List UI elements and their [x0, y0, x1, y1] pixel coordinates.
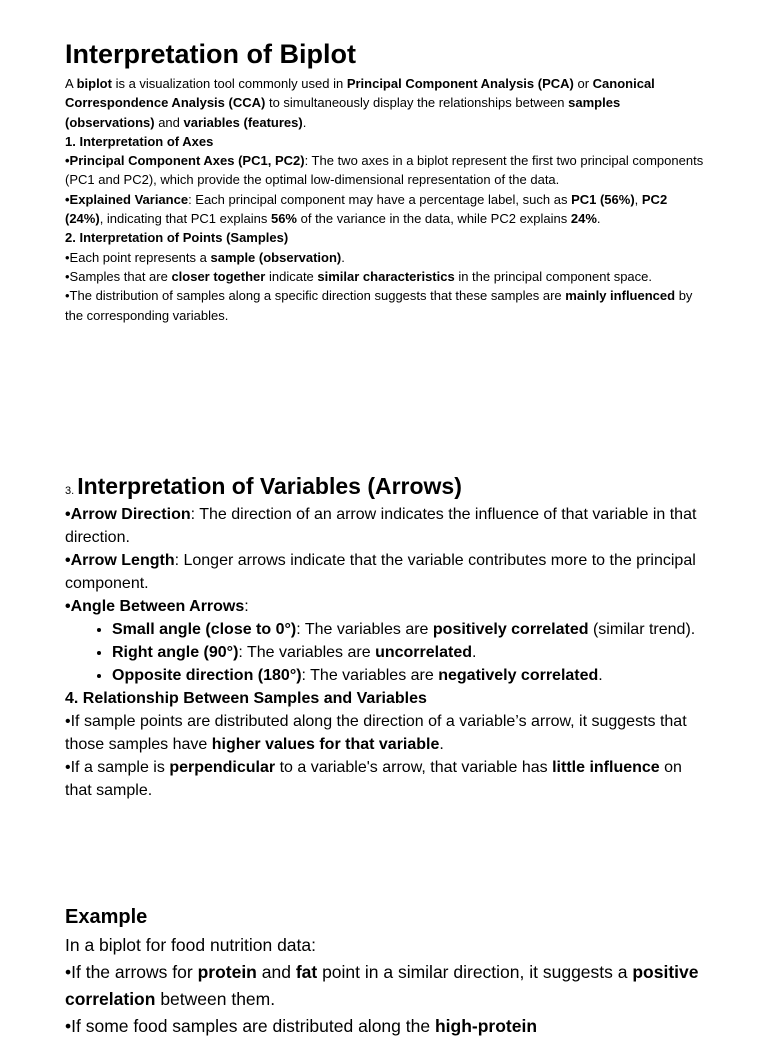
- section-3-4-block: [65, 503, 705, 802]
- section-1-bullet-axes: •Principal Component Axes (PC1, PC2): The two axes in a biplot represent the first two principal components (PC1 and PC2), which provide the optimal low-dimensional representation of the data.: [65, 153, 704, 188]
- intro-bold: Principal Component Analysis (PCA): [346, 76, 574, 91]
- example-heading: Example: [65, 906, 148, 928]
- intro-paragraph: [65, 74, 705, 132]
- section-1-heading: 1. Interpretation of Axes: [65, 133, 214, 149]
- section-4-bullet-2: •If a sample is perpendicular to a variable's arrow, that variable has little influence on that sample.: [65, 759, 682, 799]
- intro-text: or: [573, 76, 593, 91]
- example-bullet-1: •If the arrows for protein and fat point in a similar direction, it suggests a positive correlation between them.: [65, 962, 699, 1009]
- example-block: [65, 902, 705, 1040]
- section-3-number: 3.: [65, 485, 75, 497]
- intro-text: .: [302, 114, 307, 130]
- example-bullet-2: •If some food samples are distributed along the high-protein: [65, 1016, 538, 1036]
- section-2-bullet-1: •Each point represents a sample (observation).: [65, 249, 345, 265]
- section-2-bullet-2: •Samples that are closer together indicate similar characteristics in the principal component space.: [65, 268, 653, 284]
- list-item: • Right angle (90°): The variables are uncorrelated.: [112, 641, 705, 664]
- section-2-bullet-3: •The distribution of samples along a specific direction suggests that these samples are mainly influenced by the corresponding variables.: [65, 288, 693, 323]
- angle-sublist: [65, 618, 705, 687]
- intro-text: to simultaneously display the relationships between: [265, 95, 569, 111]
- intro-text: and: [154, 114, 184, 130]
- section-4-heading: 4. Relationship Between Samples and Variables: [65, 690, 427, 707]
- section-3-title: Interpretation of Variables (Arrows): [77, 473, 462, 499]
- example-intro: In a biplot for food nutrition data:: [65, 935, 316, 955]
- intro-text: A: [65, 76, 77, 91]
- intro-text: is a visualization tool commonly used in: [111, 76, 347, 91]
- page-title: Interpretation of Biplot: [65, 39, 356, 69]
- section-4-bullet-1: •If sample points are distributed along the direction of a variable’s arrow, it suggests that those samples have higher values for that variable.: [65, 713, 687, 753]
- section-1-2-block: [65, 74, 705, 325]
- section-1-bullet-variance: •Explained Variance: Each principal component may have a percentage label, such as PC1 (56%), PC2 (24%), indicating that PC1 explains 56% of the variance in the data, while PC2 explains 24%.: [65, 191, 668, 227]
- intro-bold: biplot: [76, 76, 112, 91]
- section-3-bullet-length: •Arrow Length: Longer arrows indicate that the variable contributes more to the principal component.: [65, 552, 696, 592]
- intro-bold: samples (observations): [65, 95, 621, 130]
- list-item: • Opposite direction (180°): The variables are negatively correlated.: [112, 664, 705, 687]
- intro-bold: variables (features): [183, 114, 303, 130]
- list-item: • Small angle (close to 0°): The variables are positively correlated (similar trend).: [112, 618, 705, 641]
- section-3-bullet-direction: •Arrow Direction: The direction of an arrow indicates the influence of that variable in that direction.: [65, 506, 697, 546]
- section-3-bullet-angle: •Angle Between Arrows:: [65, 598, 249, 615]
- section-3-heading: [65, 470, 462, 502]
- section-2-heading: 2. Interpretation of Points (Samples): [65, 230, 289, 246]
- intro-bold: Canonical Correspondence Analysis (CCA): [65, 76, 655, 111]
